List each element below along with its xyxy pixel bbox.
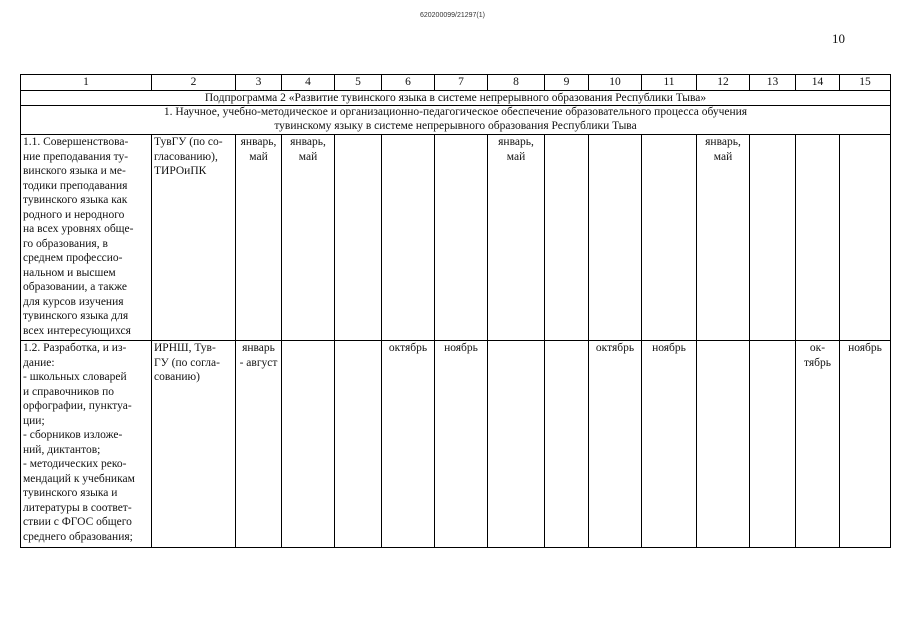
activity-line: - методических реко-: [23, 458, 127, 470]
activity-line: тувинского языка как: [23, 194, 128, 206]
activity-line: 1.2. Разработка, и из-: [23, 342, 127, 354]
program-schedule-table: [20, 74, 891, 548]
schedule-cell: [335, 135, 382, 341]
activity-line: тодики преподавания: [23, 179, 128, 192]
activity-cell: [21, 135, 152, 341]
schedule-text: май: [506, 150, 526, 163]
schedule-cell: [545, 341, 589, 548]
schedule-cell: [589, 341, 642, 548]
column-number: 4: [282, 75, 335, 91]
column-number: 2: [152, 75, 236, 91]
activity-line: на всех уровнях обще-: [23, 223, 134, 235]
column-number: 10: [589, 75, 642, 91]
subprogram-row: [21, 91, 891, 106]
schedule-text: январь,: [498, 136, 534, 148]
schedule-cell: [382, 135, 435, 341]
executor-line: ТувГУ (по со-: [154, 136, 223, 148]
schedule-cell: [642, 135, 697, 341]
schedule-cell: [642, 341, 697, 548]
schedule-text: январь: [242, 342, 275, 354]
schedule-cell: [335, 341, 382, 548]
activity-line: тувинского языка и: [23, 487, 118, 499]
document-id: 620200099/21297(1): [419, 12, 485, 19]
activity-line: среднего образования;: [23, 530, 133, 543]
schedule-text: ок-: [809, 342, 826, 354]
column-number-row: [21, 75, 891, 91]
executor-cell: [152, 135, 236, 341]
schedule-text: январь,: [705, 136, 741, 148]
schedule-cell: [236, 341, 282, 548]
activity-line: 1.1. Совершенствова-: [23, 136, 129, 148]
activity-cell: [21, 341, 152, 548]
schedule-cell: [236, 135, 282, 341]
activity-line: среднем профессио-: [23, 252, 123, 264]
schedule-text: ноябрь: [848, 342, 882, 354]
schedule-text: - август: [239, 356, 278, 369]
activity-line: всех интересующихся: [23, 324, 131, 337]
executor-line: ГУ (по согла-: [154, 356, 220, 369]
schedule-text: октябрь: [388, 342, 428, 354]
schedule-text: май: [298, 150, 318, 163]
schedule-text: ноябрь: [652, 342, 686, 354]
schedule-text: октябрь: [595, 342, 635, 354]
section-title-line: 1. Научное, учебно-методическое и организационно-педагогическое обеспечение образовательного процесса обучения: [163, 106, 748, 118]
schedule-cell: [697, 341, 750, 548]
schedule-cell: [488, 135, 545, 341]
schedule-cell: [545, 135, 589, 341]
activity-line: дание:: [23, 356, 55, 369]
schedule-cell: [382, 341, 435, 548]
activity-line: образовании, а также: [23, 281, 128, 293]
executor-cell: [152, 341, 236, 548]
schedule-text: ноябрь: [444, 342, 478, 354]
activity-line: ние преподавания ту-: [23, 150, 129, 163]
schedule-text: май: [713, 150, 733, 163]
column-number: 5: [335, 75, 382, 91]
column-number: 15: [840, 75, 891, 91]
activity-line: го образования, в: [23, 237, 108, 250]
activity-line: винского языка и ме-: [23, 165, 126, 177]
schedule-cell: [840, 135, 891, 341]
schedule-cell: [796, 341, 840, 548]
executor-line: гласованию),: [154, 150, 218, 163]
table-row: [21, 341, 891, 548]
column-number: 13: [750, 75, 796, 91]
activity-line: ствии с ФГОС общего: [23, 516, 132, 528]
schedule-cell: [435, 341, 488, 548]
schedule-cell: [697, 135, 750, 341]
section-title: [21, 106, 891, 135]
schedule-text: май: [249, 150, 268, 163]
column-number: 8: [488, 75, 545, 91]
column-number: 14: [796, 75, 840, 91]
column-number: 11: [642, 75, 697, 91]
executor-line: ИРНШ, Тув-: [154, 342, 216, 354]
schedule-cell: [840, 341, 891, 548]
activity-line: литературы в соответ-: [23, 501, 132, 514]
executor-line: сованию): [154, 371, 200, 383]
table-row: [21, 135, 891, 341]
section-title-line: тувинскому языку в системе непрерывного образования Республики Тыва: [274, 119, 637, 132]
schedule-cell: [282, 135, 335, 341]
schedule-cell: [435, 135, 488, 341]
column-number: 3: [236, 75, 282, 91]
schedule-cell: [282, 341, 335, 548]
activity-line: мендаций к учебникам: [23, 472, 135, 485]
activity-line: для курсов изучения: [23, 295, 124, 308]
activity-line: родного и неродного: [23, 208, 125, 221]
column-number: 1: [21, 75, 152, 91]
activity-line: и справочников по: [23, 385, 115, 398]
schedule-cell: [488, 341, 545, 548]
schedule-cell: [750, 341, 796, 548]
activity-line: орфографии, пунктуа-: [23, 400, 132, 412]
schedule-cell: [796, 135, 840, 341]
column-number: 12: [697, 75, 750, 91]
section-row: [21, 106, 891, 135]
schedule-cell: [750, 135, 796, 341]
activity-line: нальном и высшем: [23, 266, 116, 279]
schedule-text: январь,: [240, 136, 277, 148]
column-number: 9: [545, 75, 589, 91]
schedule-cell: [589, 135, 642, 341]
schedule-text: январь,: [290, 136, 326, 148]
subprogram-title: Подпрограмма 2 «Развитие тувинского языка в системе непрерывного образования Республики Тыва»: [21, 91, 891, 106]
activity-line: ний, диктантов;: [23, 443, 101, 456]
activity-line: - школьных словарей: [23, 371, 127, 383]
activity-line: - сборников изложе-: [23, 429, 123, 441]
activity-line: тувинского языка для: [23, 310, 129, 322]
column-number: 7: [435, 75, 488, 91]
column-number: 6: [382, 75, 435, 91]
activity-line: ции;: [23, 414, 45, 427]
executor-line: ТИРОиПК: [154, 165, 207, 177]
page-number: 10: [832, 31, 845, 46]
schedule-text: тябрь: [803, 356, 831, 369]
